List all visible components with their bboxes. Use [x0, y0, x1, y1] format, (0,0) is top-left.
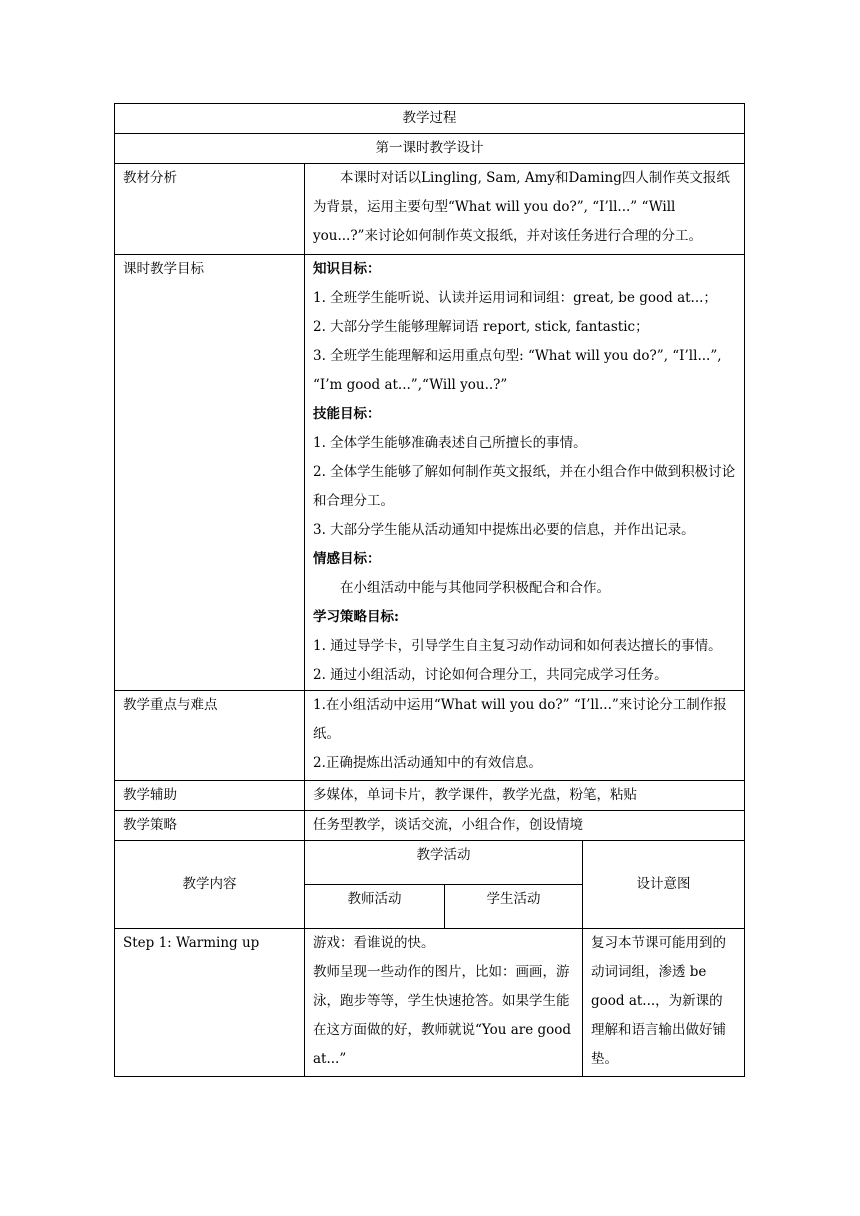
- strategy-text: 任务型教学，谈话交流，小组合作，创设情境: [305, 811, 745, 841]
- strategy-goal-item: 2. 通过小组活动，讨论如何合理分工，共同完成学习任务。: [313, 667, 668, 683]
- key-point-item: 1.在小组活动中运用“What will you do?” “I’ll...”来讨论分工制作报纸。: [313, 697, 727, 742]
- emotion-goal-text: 在小组活动中能与其他同学积极配合和合作。: [340, 580, 610, 596]
- skill-goal-item: 1. 全体学生能够准确表述自己所擅长的事情。: [313, 435, 587, 451]
- step1-activity-line: 教师呈现一些动作的图片，比如：画画，游泳，跑步等等，学生快速抢答。如果学生能在这方面做的好，教师就说“You are good at...”: [313, 964, 572, 1067]
- table-subtitle: 第一课时教学设计: [115, 134, 745, 164]
- analysis-text: 本课时对话以Lingling, Sam, Amy和Daming四人制作英文报纸为背景，运用主要句型“What will you do?”, “I’ll...” “Will you...?”来讨论如何制作英文报纸，并对该任务进行合理的分工。: [305, 164, 745, 255]
- knowledge-goal-item: 3. 全班学生能理解和运用重点句型: “What will you do?”, “I’ll...”, “I’m good at...”,“Will you..?”: [313, 348, 722, 393]
- key-points-label: 教学重点与难点: [115, 691, 305, 781]
- knowledge-goals-heading: 知识目标：: [313, 261, 381, 277]
- strategy-goals-heading: 学习策略目标:: [313, 609, 399, 625]
- step1-intent: 复习本节课可能用到的动词词组，渗透 be good at...，为新课的理解和语言输出做好铺垫。: [583, 929, 745, 1077]
- skill-goal-item: 2. 全体学生能够了解如何制作英文报纸，并在小组合作中做到积极讨论和合理分工。: [313, 464, 736, 509]
- goals-label: 课时教学目标: [115, 255, 305, 691]
- skill-goal-item: 3. 大部分学生能从活动通知中提炼出必要的信息，并作出记录。: [313, 522, 695, 538]
- step1-name: Step 1: Warming up: [115, 929, 305, 1077]
- content-header: 教学内容: [115, 841, 305, 929]
- skill-goals-heading: 技能目标：: [313, 406, 381, 422]
- teacher-header: 教师活动: [305, 885, 445, 929]
- lesson-plan-document: [114, 103, 744, 1077]
- aids-label: 教学辅助: [115, 781, 305, 811]
- table-title: 教学过程: [115, 104, 745, 134]
- strategy-label: 教学策略: [115, 811, 305, 841]
- emotion-goals-heading: 情感目标：: [313, 551, 381, 567]
- strategy-goal-item: 1. 通过导学卡，引导学生自主复习动作动词和如何表达擅长的事情。: [313, 638, 722, 654]
- lesson-plan-table: [114, 103, 745, 1077]
- step1-activity: [305, 929, 583, 1077]
- knowledge-goal-item: 1. 全班学生能听说、认读并运用词和词组：great, be good at...；: [313, 290, 717, 306]
- goals-cell: [305, 255, 745, 691]
- student-header: 学生活动: [445, 885, 583, 929]
- activity-header: 教学活动: [305, 841, 583, 885]
- analysis-label: 教材分析: [115, 164, 305, 255]
- step1-activity-line: 游戏：看谁说的快。: [313, 935, 435, 951]
- intent-header: 设计意图: [583, 841, 745, 929]
- key-points-cell: [305, 691, 745, 781]
- aids-text: 多媒体，单词卡片，教学课件，教学光盘，粉笔，粘贴: [305, 781, 745, 811]
- knowledge-goal-item: 2. 大部分学生能够理解词语 report, stick, fantastic；: [313, 319, 649, 335]
- key-point-item: 2.正确提炼出活动通知中的有效信息。: [313, 755, 542, 771]
